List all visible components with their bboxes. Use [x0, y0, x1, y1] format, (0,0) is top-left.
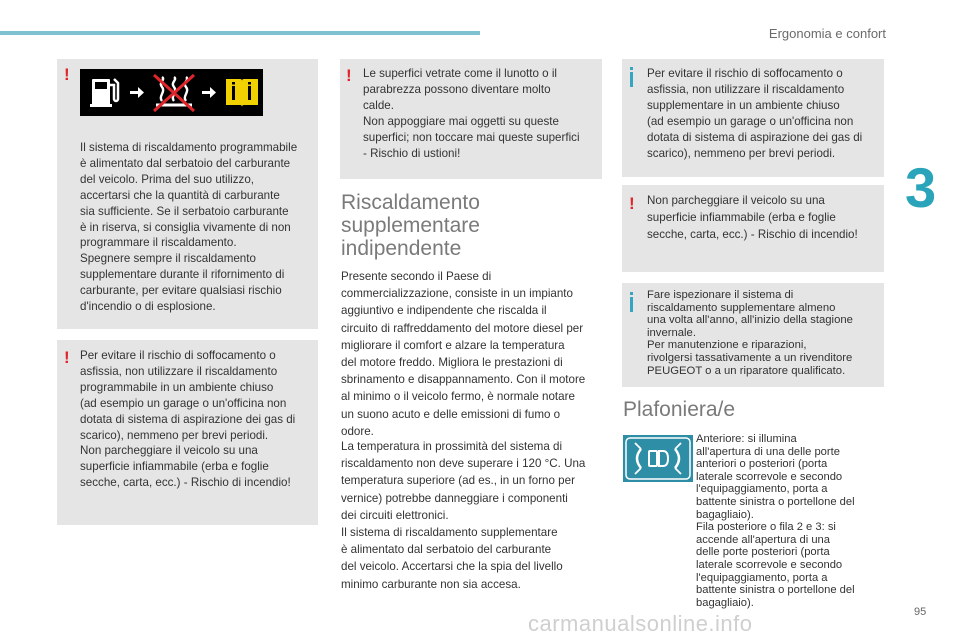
arrow-right-icon — [202, 87, 216, 98]
fuel-heater-pictogram — [80, 69, 263, 116]
manual-book-icon — [226, 79, 258, 107]
no-heater-icon — [154, 75, 194, 111]
arrow-right-icon — [130, 87, 144, 98]
exclamation-icon: ! — [629, 194, 635, 213]
page-number: 95 — [914, 606, 927, 618]
warning-text-suffocation: Per evitare il rischio di soffocamento o asfissia, non utilizzare il riscaldamento programmabile in un ambiente chiuso (ad esempio un garage o un'officina non dotata di sistema di aspirazione dei gas di scarico), nemmeno per brevi periodi. Non parcheggiare il veicolo su una superficie infiammabile (erba e foglie secche, carta, ecc.) - Rischio di incendio! — [80, 349, 296, 490]
info-icon — [630, 292, 633, 295]
info-text-suffocation: Per evitare il rischio di soffocamento o asfissia, non utilizzare il riscaldamento supplementare in un ambiente chiuso (ad esempio un garage o un'officina non dotata di sistema di aspirazione dei gas di scarico), nemmeno per brevi periodi. — [647, 67, 863, 160]
warning-text-programmable-heater: Il sistema di riscaldamento programmabile è alimentato dal serbatoio del carburante del veicolo. Prima del suo utilizzo, accertarsi che la quantità di carburante sia sufficiente. Se il serbatoio carburante è in riserva, si consiglia vivamente di non programmare il riscaldamento. Spegnere sempre il riscaldamento supplementare durante il rifornimento di carburante, per evitare qualsiasi rischio d'incendio o di esplosione. — [80, 141, 298, 314]
heading-courtesy-lamps: Plafoniera/e — [623, 398, 736, 421]
exclamation-icon: ! — [64, 65, 70, 84]
section-title: Ergonomia e confort — [768, 26, 886, 41]
info-icon — [630, 67, 633, 70]
exclamation-icon: ! — [64, 348, 70, 367]
watermark: carmanualsonline.info — [528, 611, 753, 636]
warning-text-flammable: Non parcheggiare il veicolo su una superficie infiammabile (erba e foglie secche, carta, ecc.) - Rischio di incendio! — [647, 194, 858, 241]
exclamation-icon: ! — [346, 66, 352, 85]
fuel-pump-icon — [90, 79, 118, 107]
courtesy-lamp-description: Anteriore: si illumina all'apertura di una delle porte anteriori o posteriori (porta laterale scorrevole e secondo l'equipaggiamento, porta a battente sinistra o portellone del bagagliaio). Fila posteriore o fila 2 e 3: si accende all'apertura di una delle porte posteriori (porta laterale scorrevole e secondo l'equipaggiamento, porta a battente sinistra o portellone del bagagliaio). — [696, 433, 855, 609]
courtesy-lamp-icon — [623, 435, 693, 482]
paragraph-heater-temperature: La temperatura in prossimità del sistema di riscaldamento non deve superare i 120 °C. Una temperatura superiore (ad es., in un forno per vernice) potrebbe danneggiare i componenti dei circuiti elettronici. Il sistema di riscaldamento supplementare è alimentato dal serbatoio del carburante del veicolo. Accertarsi che la spia del livello minimo carburante non sia accesa. — [341, 440, 586, 591]
heading-independent-heater: Riscaldamento supplementare indipendente — [341, 191, 480, 260]
paragraph-heater-description: Presente secondo il Paese di commercializzazione, consiste in un impianto aggiuntivo e indipendente che riscalda il circuito di raffreddamento del motore diesel per migliorare il comfort e alzare la temperatura del motore freddo. Migliora le prestazioni di sbrinamento e disappannamento. Con il motore al minimo o il veicolo fermo, è normale notare un suono acuto e delle emissioni di fumo o odore. — [341, 270, 586, 438]
warning-text-hot-surfaces: Le superfici vetrate come il lunotto o il parabrezza possono diventare molto calde. Non appoggiare mai oggetti su queste superfici; non toccare mai queste superfici - Rischio di ustioni! — [363, 67, 580, 160]
info-text-inspection: Fare ispezionare il sistema di riscaldamento supplementare almeno una volta all'anno, all'inizio della stagione invernale. Per manutenzione e riparazioni, rivolgersi tassativamente a un rivenditore PEUGEOT o a un riparatore qualificato. — [647, 289, 853, 377]
chapter-number: 3 — [905, 156, 937, 219]
header-accent-bar — [0, 31, 480, 35]
